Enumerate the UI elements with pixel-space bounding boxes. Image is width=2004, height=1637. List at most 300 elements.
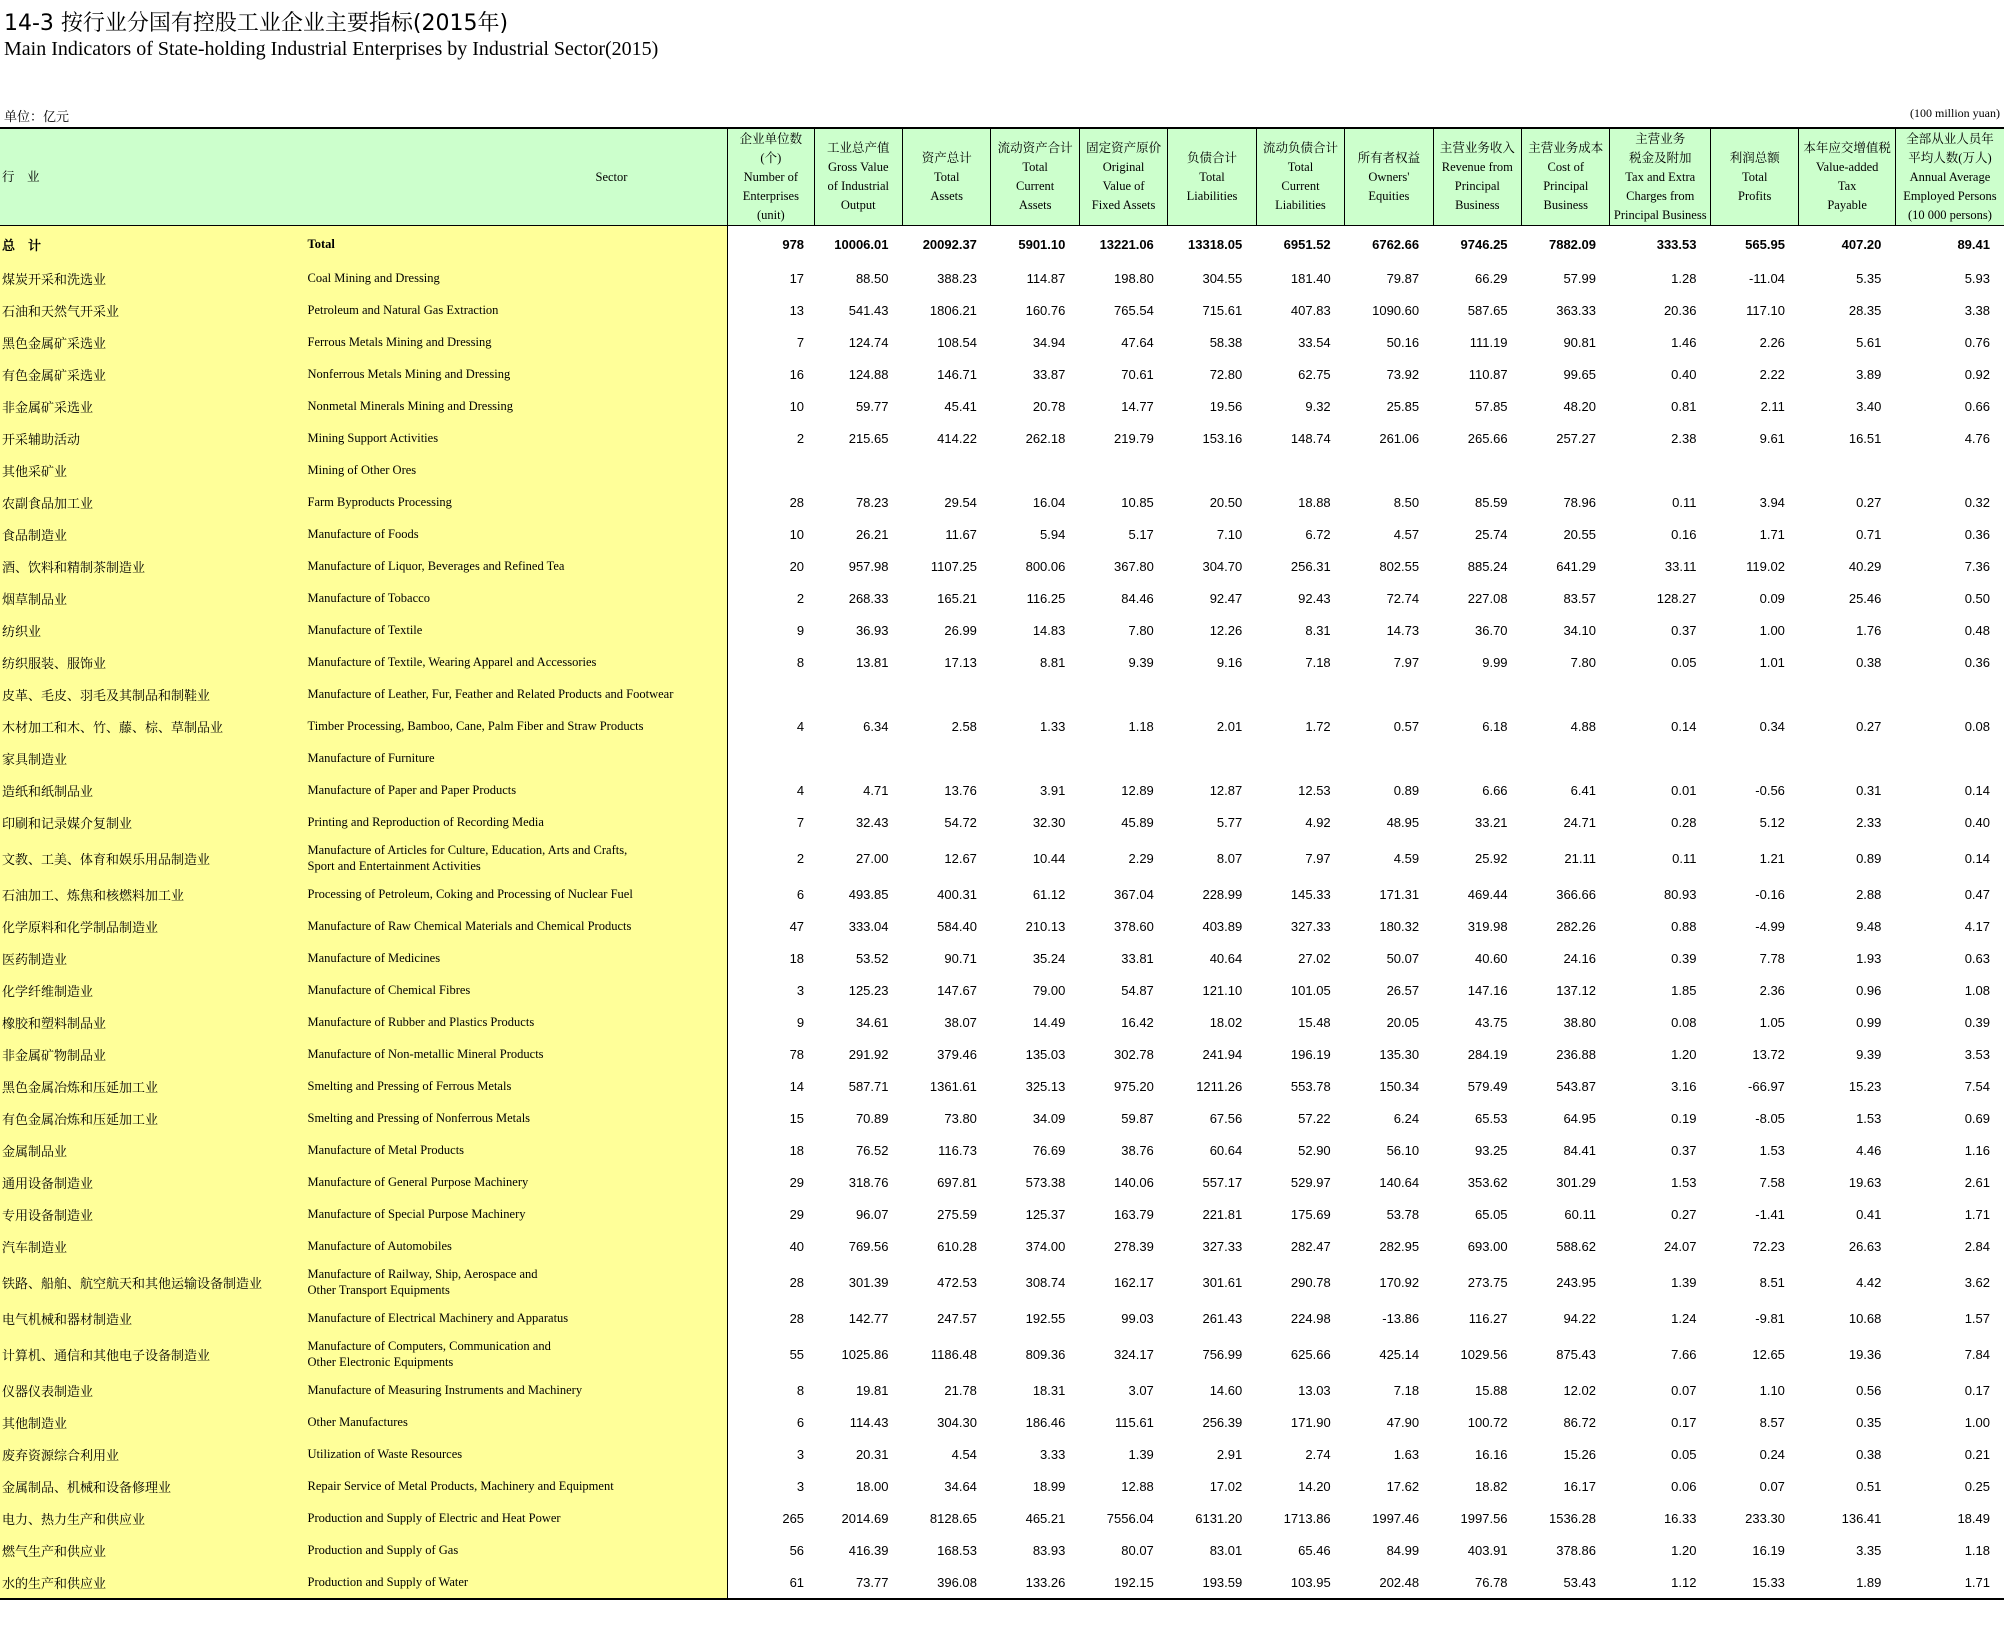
industry-name-chinese: 煤炭开采和洗选业 bbox=[0, 262, 302, 294]
value-cell: 198.80 bbox=[1114, 270, 1154, 286]
value-cell: 327.33 bbox=[1290, 918, 1331, 934]
value-cell: 36.93 bbox=[855, 622, 889, 638]
value-cell bbox=[814, 742, 902, 774]
value-cell: 29.54 bbox=[944, 494, 977, 510]
value-cell: 278.39 bbox=[1114, 1238, 1154, 1254]
table-row bbox=[0, 1302, 2004, 1334]
value-cell: 115.61 bbox=[1115, 1414, 1154, 1430]
value-cell: 6.18 bbox=[1482, 718, 1508, 734]
value-cell bbox=[728, 454, 814, 486]
value-cell: 16.51 bbox=[1848, 430, 1882, 446]
value-cell: 8.50 bbox=[1393, 494, 1420, 510]
value-cell: 13318.05 bbox=[1188, 236, 1243, 252]
industry-name-chinese: 黑色金属矿采选业 bbox=[0, 326, 302, 358]
table-row bbox=[0, 550, 2004, 582]
value-cell bbox=[1256, 454, 1344, 486]
value-cell: 304.70 bbox=[1202, 558, 1243, 574]
value-cell: 610.28 bbox=[937, 1238, 977, 1254]
value-cell bbox=[1168, 454, 1256, 486]
value-cell: 3 bbox=[728, 974, 814, 1006]
value-cell: 282.47 bbox=[1290, 1238, 1331, 1254]
value-cell bbox=[1610, 678, 1711, 710]
industry-name-chinese: 酒、饮料和精制茶制造业 bbox=[0, 550, 302, 582]
table-row bbox=[0, 1134, 2004, 1166]
value-cell: 18.00 bbox=[855, 1478, 889, 1494]
value-cell: 282.26 bbox=[1556, 918, 1596, 934]
header-column-10: 主营业务成本 Cost of Principal Business bbox=[1522, 128, 1610, 226]
value-cell: 24.16 bbox=[1563, 950, 1596, 966]
value-cell: 0.14 bbox=[1964, 850, 1990, 866]
value-cell bbox=[814, 454, 902, 486]
sector-name-english: Mining of Other Ores bbox=[302, 454, 728, 486]
value-cell: 403.89 bbox=[1202, 918, 1243, 934]
sector-name-english: Manufacture of Rubber and Plastics Products bbox=[302, 1006, 728, 1038]
value-cell: 5.17 bbox=[1128, 526, 1154, 542]
value-cell: 32.30 bbox=[1032, 814, 1066, 830]
industry-name-chinese: 总 计 bbox=[0, 226, 302, 263]
value-cell: 147.16 bbox=[1467, 982, 1508, 998]
value-cell bbox=[991, 742, 1079, 774]
value-cell: 17.62 bbox=[1386, 1478, 1420, 1494]
value-cell: 469.44 bbox=[1467, 886, 1508, 902]
value-cell: 16 bbox=[728, 358, 814, 390]
value-cell: 301.61 bbox=[1202, 1274, 1243, 1290]
value-cell: 90.81 bbox=[1563, 334, 1596, 350]
value-cell: 0.08 bbox=[1671, 1014, 1697, 1030]
value-cell: 1.00 bbox=[1964, 1414, 1990, 1430]
value-cell: 715.61 bbox=[1202, 302, 1243, 318]
value-cell: 33.54 bbox=[1298, 334, 1331, 350]
value-cell bbox=[1433, 742, 1521, 774]
sector-name-english: Manufacture of Articles for Culture, Education, Arts and Crafts, Sport and Entertainment Activities bbox=[302, 838, 728, 878]
value-cell: 1.01 bbox=[1759, 654, 1785, 670]
table-row bbox=[0, 838, 2004, 878]
sector-name-english: Manufacture of Raw Chemical Materials and Chemical Products bbox=[302, 910, 728, 942]
table-body bbox=[0, 226, 2004, 1600]
value-cell: 66.29 bbox=[1475, 270, 1508, 286]
value-cell: 2.22 bbox=[1759, 366, 1785, 382]
value-cell: 83.93 bbox=[1032, 1542, 1066, 1558]
value-cell: 0.38 bbox=[1856, 1446, 1882, 1462]
value-cell: 273.75 bbox=[1467, 1274, 1508, 1290]
value-cell: 6.66 bbox=[1482, 782, 1508, 798]
value-cell: 2014.69 bbox=[841, 1510, 889, 1526]
value-cell: 83.57 bbox=[1563, 590, 1596, 606]
value-cell: 756.99 bbox=[1202, 1346, 1243, 1362]
value-cell: 396.08 bbox=[902, 1566, 990, 1599]
value-cell: 4 bbox=[728, 710, 814, 742]
value-cell: 92.47 bbox=[1209, 590, 1243, 606]
value-cell: 47 bbox=[728, 910, 814, 942]
value-cell: 70.89 bbox=[855, 1110, 889, 1126]
industry-name-chinese: 家具制造业 bbox=[0, 742, 302, 774]
value-cell: 26.99 bbox=[944, 622, 977, 638]
value-cell: 135.30 bbox=[1379, 1046, 1420, 1062]
value-cell: 61.12 bbox=[1032, 886, 1066, 902]
value-cell: 13 bbox=[728, 294, 814, 326]
value-cell: 2.33 bbox=[1856, 814, 1882, 830]
value-cell: 13221.06 bbox=[1099, 236, 1154, 252]
value-cell: 325.13 bbox=[1025, 1078, 1066, 1094]
value-cell: 284.19 bbox=[1467, 1046, 1508, 1062]
value-cell: 9746.25 bbox=[1460, 236, 1508, 252]
value-cell: 0.81 bbox=[1671, 398, 1697, 414]
value-cell: 0.57 bbox=[1393, 718, 1420, 734]
value-cell: 0.11 bbox=[1672, 850, 1697, 866]
value-cell: 8.51 bbox=[1759, 1274, 1785, 1290]
value-cell: 1.53 bbox=[1856, 1110, 1882, 1126]
value-cell: 0.17 bbox=[1671, 1414, 1697, 1430]
value-cell: 78.23 bbox=[855, 494, 889, 510]
value-cell: 587.71 bbox=[848, 1078, 889, 1094]
value-cell: 114.87 bbox=[1026, 270, 1066, 286]
sector-name-english: Smelting and Pressing of Ferrous Metals bbox=[302, 1070, 728, 1102]
sector-name-english: Repair Service of Metal Products, Machinery and Equipment bbox=[302, 1470, 728, 1502]
table-row bbox=[0, 1102, 2004, 1134]
value-cell: 16.42 bbox=[1121, 1014, 1154, 1030]
value-cell: 99.65 bbox=[1563, 366, 1596, 382]
value-cell: 117.10 bbox=[1746, 302, 1785, 318]
value-cell: 9.16 bbox=[1216, 654, 1243, 670]
value-cell: 85.59 bbox=[1475, 494, 1508, 510]
value-cell: 111.19 bbox=[1469, 334, 1508, 350]
value-cell: 400.31 bbox=[937, 886, 977, 902]
value-cell: 7 bbox=[728, 806, 814, 838]
value-cell: 33.81 bbox=[1121, 950, 1154, 966]
value-cell: 0.66 bbox=[1964, 398, 1990, 414]
value-cell: 1997.46 bbox=[1372, 1510, 1420, 1526]
value-cell: 0.09 bbox=[1759, 590, 1785, 606]
value-cell: 35.24 bbox=[1032, 950, 1066, 966]
value-cell: 10 bbox=[728, 390, 814, 422]
value-cell: 0.88 bbox=[1671, 918, 1697, 934]
value-cell: 18.82 bbox=[1475, 1478, 1508, 1494]
sector-name-english: Coal Mining and Dressing bbox=[302, 262, 728, 294]
value-cell: 1.08 bbox=[1964, 982, 1990, 998]
value-cell: 227.08 bbox=[1467, 590, 1508, 606]
value-cell: 180.32 bbox=[1379, 918, 1420, 934]
value-cell: 7.54 bbox=[1964, 1078, 1990, 1094]
value-cell: 1.63 bbox=[1393, 1446, 1420, 1462]
value-cell: 4.88 bbox=[1570, 718, 1596, 734]
value-cell bbox=[1895, 678, 2004, 710]
value-cell: 142.77 bbox=[848, 1310, 889, 1326]
value-cell: 2.36 bbox=[1759, 982, 1785, 998]
value-cell: 7.66 bbox=[1671, 1346, 1697, 1362]
value-cell: 301.39 bbox=[848, 1274, 889, 1290]
value-cell: 7.18 bbox=[1305, 654, 1331, 670]
value-cell: 53.52 bbox=[855, 950, 889, 966]
value-cell: 697.81 bbox=[937, 1174, 977, 1190]
value-cell: 7.36 bbox=[1964, 558, 1990, 574]
value-cell: 221.81 bbox=[1202, 1206, 1243, 1222]
value-cell: 275.59 bbox=[937, 1206, 977, 1222]
value-cell: 110.87 bbox=[1468, 366, 1508, 382]
value-cell: 1025.86 bbox=[841, 1346, 889, 1362]
industry-name-chinese: 有色金属冶炼和压延加工业 bbox=[0, 1102, 302, 1134]
value-cell bbox=[1345, 742, 1433, 774]
value-cell: 96.07 bbox=[855, 1206, 889, 1222]
value-cell: 3.89 bbox=[1856, 366, 1882, 382]
value-cell: 557.17 bbox=[1202, 1174, 1243, 1190]
value-cell: 353.62 bbox=[1467, 1174, 1508, 1190]
table-row bbox=[0, 1166, 2004, 1198]
value-cell: 19.56 bbox=[1209, 398, 1243, 414]
header-industry-chinese: 行 业 bbox=[0, 128, 302, 226]
value-cell: 0.32 bbox=[1964, 494, 1990, 510]
industry-name-chinese: 电气机械和器材制造业 bbox=[0, 1302, 302, 1334]
value-cell: 3 bbox=[728, 1438, 814, 1470]
value-cell: 54.72 bbox=[944, 814, 977, 830]
value-cell: 15 bbox=[728, 1102, 814, 1134]
value-cell: 153.16 bbox=[1202, 430, 1243, 446]
value-cell: 58.38 bbox=[1209, 334, 1243, 350]
value-cell: 40.29 bbox=[1848, 558, 1882, 574]
value-cell: 0.27 bbox=[1671, 1206, 1697, 1222]
value-cell bbox=[1710, 742, 1798, 774]
sector-name-english: Manufacture of Furniture bbox=[302, 742, 728, 774]
value-cell: 0.16 bbox=[1671, 526, 1697, 542]
value-cell: 15.33 bbox=[1710, 1566, 1798, 1599]
value-cell: 76.78 bbox=[1433, 1566, 1521, 1599]
sector-name-english: Production and Supply of Water bbox=[302, 1566, 728, 1599]
sector-name-english: Mining Support Activities bbox=[302, 422, 728, 454]
value-cell: 45.41 bbox=[944, 398, 977, 414]
industry-name-chinese: 通用设备制造业 bbox=[0, 1166, 302, 1198]
value-cell: -0.16 bbox=[1755, 886, 1785, 902]
value-cell: 0.31 bbox=[1856, 782, 1882, 798]
value-cell: 72.80 bbox=[1209, 366, 1243, 382]
value-cell: 7882.09 bbox=[1548, 236, 1596, 252]
value-cell: 6951.52 bbox=[1283, 236, 1331, 252]
industry-name-chinese: 食品制造业 bbox=[0, 518, 302, 550]
sector-name-english: Manufacture of Chemical Fibres bbox=[302, 974, 728, 1006]
value-cell: 318.76 bbox=[848, 1174, 889, 1190]
value-cell: 975.20 bbox=[1114, 1078, 1154, 1094]
value-cell: 2.11 bbox=[1760, 398, 1785, 414]
value-cell: 765.54 bbox=[1114, 302, 1154, 318]
value-cell: 1.16 bbox=[1964, 1142, 1990, 1158]
value-cell: 14.60 bbox=[1209, 1382, 1243, 1398]
value-cell: 0.06 bbox=[1671, 1478, 1697, 1494]
value-cell: 10006.01 bbox=[834, 236, 889, 252]
value-cell: 219.79 bbox=[1114, 430, 1154, 446]
table-row bbox=[0, 1374, 2004, 1406]
value-cell: 1.72 bbox=[1305, 718, 1331, 734]
value-cell: 33.21 bbox=[1475, 814, 1508, 830]
value-cell: 15.23 bbox=[1848, 1078, 1882, 1094]
value-cell: 17 bbox=[728, 262, 814, 294]
industry-name-chinese: 橡胶和塑料制品业 bbox=[0, 1006, 302, 1038]
value-cell: 1.12 bbox=[1610, 1566, 1711, 1599]
value-cell: 10.85 bbox=[1121, 494, 1154, 510]
value-cell: 48.20 bbox=[1563, 398, 1596, 414]
value-cell bbox=[814, 678, 902, 710]
value-cell: 47.64 bbox=[1121, 334, 1154, 350]
value-cell bbox=[991, 454, 1079, 486]
value-cell: 202.48 bbox=[1345, 1566, 1433, 1599]
industry-name-chinese: 纺织服装、服饰业 bbox=[0, 646, 302, 678]
value-cell: 47.90 bbox=[1386, 1414, 1420, 1430]
value-cell bbox=[1433, 678, 1521, 710]
table-row bbox=[0, 614, 2004, 646]
value-cell: 79.00 bbox=[1032, 982, 1066, 998]
value-cell: 0.92 bbox=[1964, 366, 1990, 382]
value-cell: 1.28 bbox=[1671, 270, 1697, 286]
value-cell: 0.51 bbox=[1856, 1478, 1882, 1494]
value-cell: 17.13 bbox=[944, 654, 977, 670]
value-cell: 140.06 bbox=[1114, 1174, 1154, 1190]
value-cell: 6762.66 bbox=[1372, 236, 1420, 252]
value-cell: 8 bbox=[728, 1374, 814, 1406]
table-row bbox=[0, 1406, 2004, 1438]
value-cell: 12.88 bbox=[1121, 1478, 1154, 1494]
value-cell: 133.26 bbox=[991, 1566, 1079, 1599]
sector-name-english: Manufacture of Special Purpose Machinery bbox=[302, 1198, 728, 1230]
value-cell: 233.30 bbox=[1745, 1510, 1785, 1526]
value-cell: 1361.61 bbox=[929, 1078, 977, 1094]
value-cell: 6131.20 bbox=[1195, 1510, 1243, 1526]
value-cell: 1713.86 bbox=[1283, 1510, 1331, 1526]
value-cell: 146.71 bbox=[937, 366, 977, 382]
value-cell: 324.17 bbox=[1114, 1346, 1154, 1362]
header-row bbox=[0, 128, 2004, 226]
table-row bbox=[0, 1070, 2004, 1102]
value-cell: 265.66 bbox=[1467, 430, 1508, 446]
value-cell: 2 bbox=[728, 838, 814, 878]
value-cell: 1.53 bbox=[1671, 1174, 1697, 1190]
value-cell: 0.39 bbox=[1964, 1014, 1990, 1030]
value-cell: 367.80 bbox=[1114, 558, 1154, 574]
value-cell: 2.01 bbox=[1216, 718, 1243, 734]
value-cell: 257.27 bbox=[1556, 430, 1596, 446]
value-cell: 16.16 bbox=[1475, 1446, 1508, 1462]
sector-name-english: Manufacture of Non-metallic Mineral Products bbox=[302, 1038, 728, 1070]
value-cell bbox=[728, 678, 814, 710]
industry-name-chinese: 印刷和记录媒介复制业 bbox=[0, 806, 302, 838]
value-cell: 543.87 bbox=[1556, 1078, 1596, 1094]
value-cell: 290.78 bbox=[1290, 1274, 1331, 1290]
value-cell: 93.25 bbox=[1475, 1142, 1508, 1158]
industry-name-chinese: 非金属矿物制品业 bbox=[0, 1038, 302, 1070]
value-cell: 3.33 bbox=[1040, 1446, 1066, 1462]
value-cell: 76.52 bbox=[855, 1142, 889, 1158]
value-cell: 327.33 bbox=[1202, 1238, 1243, 1254]
value-cell bbox=[1895, 454, 2004, 486]
value-cell: 8128.65 bbox=[929, 1510, 977, 1526]
industry-name-chinese: 有色金属矿采选业 bbox=[0, 358, 302, 390]
value-cell: 302.78 bbox=[1114, 1046, 1154, 1062]
value-cell: 0.99 bbox=[1856, 1014, 1882, 1030]
value-cell: 565.95 bbox=[1745, 236, 1785, 252]
value-cell: 261.06 bbox=[1379, 430, 1420, 446]
value-cell: 584.40 bbox=[937, 918, 977, 934]
sector-name-english: Petroleum and Natural Gas Extraction bbox=[302, 294, 728, 326]
table-row bbox=[0, 974, 2004, 1006]
value-cell: 19.81 bbox=[855, 1382, 889, 1398]
value-cell: 4.17 bbox=[1964, 918, 1990, 934]
value-cell: 52.90 bbox=[1298, 1142, 1331, 1158]
value-cell: 21.78 bbox=[944, 1382, 977, 1398]
value-cell: 53.78 bbox=[1386, 1206, 1420, 1222]
sector-name-english: Manufacture of Leather, Fur, Feather and Related Products and Footwear bbox=[302, 678, 728, 710]
value-cell: 1.21 bbox=[1759, 850, 1785, 866]
value-cell: -11.04 bbox=[1749, 270, 1785, 286]
value-cell: 1.18 bbox=[1128, 718, 1154, 734]
table-row bbox=[0, 1006, 2004, 1038]
value-cell: 34.61 bbox=[855, 1014, 889, 1030]
value-cell: 50.16 bbox=[1386, 334, 1420, 350]
value-cell: 10.68 bbox=[1848, 1310, 1882, 1326]
value-cell: 553.78 bbox=[1290, 1078, 1331, 1094]
value-cell: 162.17 bbox=[1114, 1274, 1154, 1290]
value-cell: 40.64 bbox=[1209, 950, 1243, 966]
value-cell: 18.31 bbox=[1032, 1382, 1066, 1398]
value-cell: 301.29 bbox=[1556, 1174, 1596, 1190]
value-cell: 5.12 bbox=[1759, 814, 1785, 830]
table-row bbox=[0, 390, 2004, 422]
value-cell: 1.33 bbox=[1040, 718, 1066, 734]
value-cell: 13.03 bbox=[1298, 1382, 1331, 1398]
sector-name-english: Timber Processing, Bamboo, Cane, Palm Fiber and Straw Products bbox=[302, 710, 728, 742]
value-cell: 4.54 bbox=[951, 1446, 977, 1462]
value-cell: 9.32 bbox=[1305, 398, 1331, 414]
industry-name-chinese: 计算机、通信和其他电子设备制造业 bbox=[0, 1334, 302, 1374]
value-cell: 1.53 bbox=[1759, 1142, 1785, 1158]
value-cell: 14.49 bbox=[1032, 1014, 1066, 1030]
value-cell: 333.53 bbox=[1656, 236, 1697, 252]
value-cell: 19.63 bbox=[1848, 1174, 1882, 1190]
value-cell: 0.27 bbox=[1856, 494, 1882, 510]
value-cell: 3.94 bbox=[1759, 494, 1785, 510]
value-cell bbox=[1345, 454, 1433, 486]
value-cell: 4.59 bbox=[1393, 850, 1420, 866]
value-cell: 20.55 bbox=[1563, 526, 1596, 542]
sector-name-english: Production and Supply of Gas bbox=[302, 1534, 728, 1566]
value-cell: 2 bbox=[728, 582, 814, 614]
value-cell: 9 bbox=[728, 1006, 814, 1038]
value-cell: 13.81 bbox=[855, 654, 889, 670]
value-cell: 148.74 bbox=[1290, 430, 1331, 446]
value-cell: 0.69 bbox=[1964, 1110, 1990, 1126]
value-cell: 0.01 bbox=[1671, 782, 1697, 798]
table-row bbox=[0, 358, 2004, 390]
table-row bbox=[0, 1038, 2004, 1070]
value-cell: 1.85 bbox=[1671, 982, 1697, 998]
value-cell: 33.87 bbox=[1032, 366, 1066, 382]
table-row bbox=[0, 1438, 2004, 1470]
value-cell: 0.89 bbox=[1856, 850, 1882, 866]
value-cell: 3.38 bbox=[1964, 302, 1990, 318]
table-title-english: Main Indicators of State-holding Industrial Enterprises by Industrial Sector(2015) bbox=[4, 38, 659, 60]
table-row bbox=[0, 710, 2004, 742]
value-cell bbox=[1168, 742, 1256, 774]
value-cell: 579.49 bbox=[1467, 1078, 1508, 1094]
value-cell: 0.40 bbox=[1671, 366, 1697, 382]
table-row bbox=[0, 742, 2004, 774]
value-cell: 6.72 bbox=[1305, 526, 1331, 542]
value-cell: 86.72 bbox=[1563, 1414, 1596, 1430]
value-cell: 378.86 bbox=[1556, 1542, 1596, 1558]
value-cell: 26.57 bbox=[1386, 982, 1420, 998]
value-cell: 67.56 bbox=[1209, 1110, 1243, 1126]
value-cell: 18.49 bbox=[1957, 1510, 1990, 1526]
value-cell: 1.10 bbox=[1759, 1382, 1785, 1398]
value-cell: 282.95 bbox=[1379, 1238, 1420, 1254]
value-cell: 84.99 bbox=[1386, 1542, 1420, 1558]
value-cell: 7.84 bbox=[1964, 1346, 1990, 1362]
value-cell: 17.02 bbox=[1209, 1478, 1243, 1494]
